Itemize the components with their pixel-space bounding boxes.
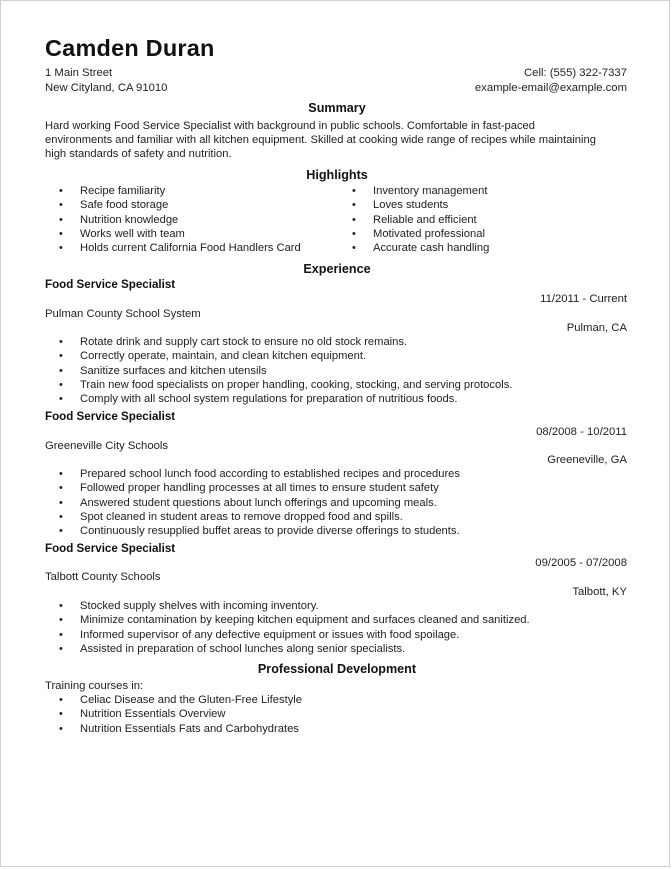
list-item: • Followed proper handling processes at all times to ensure student safety [45, 481, 460, 495]
list-item: • Answered student questions about lunch offerings and upcoming meals. [45, 496, 460, 510]
list-item: • Rotate drink and supply cart stock to ensure no old stock remains. [45, 335, 512, 349]
list-item: • Reliable and efficient [338, 213, 489, 227]
summary-line: Hard working Food Service Specialist with background in public schools. Comfortable in fast-paced [45, 120, 536, 132]
summary-heading: Summary [308, 101, 366, 115]
list-item: • Nutrition Essentials Fats and Carbohydrates [45, 722, 302, 736]
summary-line: high standards of safety and nutrition. [45, 148, 232, 161]
list-item: • Continuously resupplied buffet areas to provide diverse offerings to students. [45, 524, 460, 538]
job-employer: Greeneville City Schools [45, 440, 169, 452]
list-item: • Informed supervisor of any defective equipment or issues with food spoilage. [45, 628, 530, 642]
job-location: Talbott, KY [572, 586, 627, 598]
highlights-heading: Highlights [306, 168, 368, 182]
list-item: • Inventory management [338, 184, 489, 198]
development-heading: Professional Development [257, 662, 417, 676]
cell-phone: Cell: (555) 322-7337 [524, 67, 627, 79]
list-item: • Sanitize surfaces and kitchen utensils [45, 364, 512, 378]
job-employer: Pulman County School System [45, 308, 201, 320]
list-item: • Correctly operate, maintain, and clean kitchen equipment. [45, 349, 512, 363]
experience-heading: Experience [303, 262, 371, 276]
list-item: • Assisted in preparation of school lunches along senior specialists. [45, 642, 530, 656]
list-item: • Safe food storage [45, 198, 301, 212]
list-item: • Recipe familiarity [45, 184, 301, 198]
training-intro: Training courses in: [45, 680, 144, 692]
job-employer: Talbott County Schools [45, 571, 161, 583]
summary-line: environments and familiar with all kitchen equipment. Skilled at cooking wide range of recipes while maintaining [45, 134, 596, 147]
highlights-right-list [338, 184, 489, 255]
job-duties-list [45, 467, 460, 538]
highlights-left-list [45, 184, 301, 255]
job-dates: 11/2011 - Current [540, 293, 627, 305]
job-dates: 09/2005 - 07/2008 [535, 557, 627, 569]
courses-list [45, 693, 302, 736]
list-item: • Motivated professional [338, 227, 489, 241]
list-item: • Comply with all school system regulations for preparation of nutritious foods. [45, 392, 512, 406]
list-item: • Nutrition knowledge [45, 213, 301, 227]
street-address: 1 Main Street [45, 67, 113, 79]
list-item: • Loves students [338, 198, 489, 212]
email-address: example-email@example.com [474, 82, 627, 94]
job-title: Food Service Specialist [45, 542, 176, 555]
list-item: • Holds current California Food Handlers Card [45, 241, 301, 255]
list-item: • Minimize contamination by keeping kitchen equipment and surfaces cleaned and sanitized. [45, 613, 530, 627]
job-location: Greeneville, GA [547, 454, 627, 466]
job-duties-list [45, 599, 530, 656]
summary-text [45, 119, 635, 162]
job-title: Food Service Specialist [45, 278, 176, 291]
list-item: • Nutrition Essentials Overview [45, 707, 302, 721]
list-item: • Works well with team [45, 227, 301, 241]
city-address: New Cityland, CA 91010 [45, 82, 168, 94]
list-item: • Stocked supply shelves with incoming inventory. [45, 599, 530, 613]
list-item: • Spot cleaned in student areas to remove dropped food and spills. [45, 510, 460, 524]
job-title: Food Service Specialist [45, 410, 176, 423]
candidate-name: Camden Duran [45, 35, 215, 61]
job-dates: 08/2008 - 10/2011 [536, 426, 627, 438]
job-duties-list [45, 335, 512, 406]
list-item: • Celiac Disease and the Gluten-Free Lifestyle [45, 693, 302, 707]
list-item: • Accurate cash handling [338, 241, 489, 255]
list-item: • Train new food specialists on proper handling, cooking, stocking, and serving protocols. [45, 378, 512, 392]
list-item: • Prepared school lunch food according to established recipes and procedures [45, 467, 460, 481]
job-location: Pulman, CA [566, 322, 627, 334]
